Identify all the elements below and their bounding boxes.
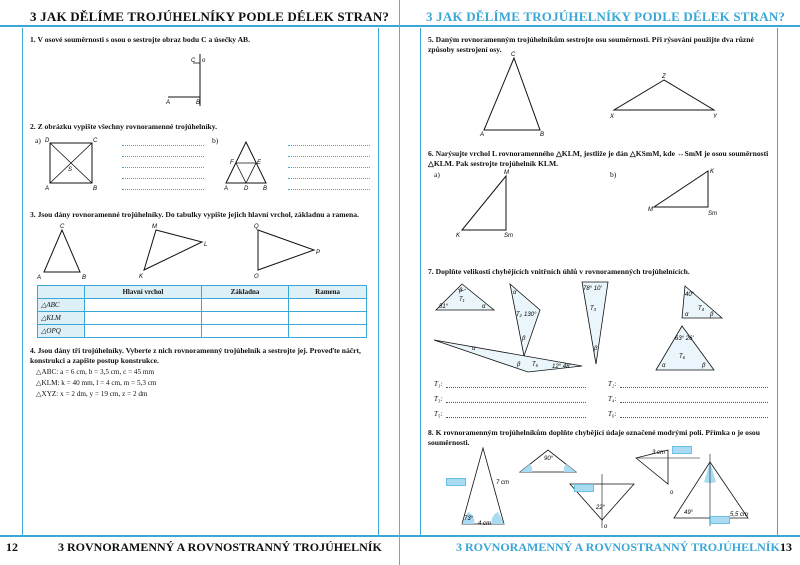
svg-text:B: B (82, 275, 87, 281)
svg-text:T₆: T₆ (679, 354, 686, 360)
answer-box[interactable] (574, 484, 594, 492)
svg-text:Y: Y (713, 114, 718, 120)
svg-text:73°: 73° (464, 516, 474, 522)
svg-text:M: M (648, 207, 653, 213)
svg-text:5,5 cm: 5,5 cm (730, 512, 749, 518)
task-6-text: 6. Narýsujte vrchol L rovnoramenného △KLM, jestliže je dán △KSmM, kde ↔SmM je osou souměrnosti △KLM. Pak sestrojte trojúhelník KLM. (428, 149, 769, 168)
task-6-b-label: b) (610, 170, 617, 179)
svg-text:Sm: Sm (708, 211, 717, 217)
chapter-title: 3 JAK DĚLÍME TROJÚHELNÍKY PODLE DÉLEK STRAN? (0, 3, 399, 27)
task-5-triangle-xyz (610, 72, 725, 122)
answer-box[interactable] (672, 446, 692, 454)
task-4-item: △KLM: k = 40 mm, l = 4 cm, m = 5,3 cm (36, 379, 157, 387)
t3-answer-label: T₃: (434, 395, 443, 403)
t1-answer-label: T₁: (434, 380, 443, 388)
svg-text:7 cm: 7 cm (496, 480, 510, 486)
svg-text:A: A (37, 275, 42, 281)
svg-text:Q: Q (254, 224, 259, 230)
task-1-figure (160, 50, 220, 110)
svg-text:T₂: T₂ (516, 312, 522, 318)
table-row: △OPQ (38, 325, 367, 338)
svg-text:T₄: T₄ (698, 306, 705, 312)
svg-text:P: P (316, 250, 321, 256)
svg-text:β: β (702, 363, 706, 369)
svg-text:Sm: Sm (504, 233, 513, 239)
svg-text:90°: 90° (544, 456, 554, 462)
task-5-triangle-abc (476, 52, 556, 137)
task-6-figure-b (648, 165, 728, 220)
svg-text:D: D (244, 186, 249, 192)
svg-text:α: α (513, 290, 517, 296)
svg-text:40°: 40° (685, 292, 695, 298)
task-3-triangle-klm (138, 222, 218, 282)
svg-text:3 cm: 3 cm (652, 450, 666, 456)
svg-text:Z: Z (662, 74, 666, 80)
svg-text:A: A (224, 186, 229, 192)
svg-text:C: C (511, 52, 516, 58)
svg-text:o: o (670, 490, 674, 496)
svg-text:β: β (594, 346, 598, 352)
chapter-title: 3 JAK DĚLÍME TROJÚHELNÍKY PODLE DÉLEK STRAN? (400, 3, 800, 27)
page-number: 12 (6, 540, 18, 554)
task-7-text: 7. Doplňte velikosti chybějících vnitřních úhlů v rovnoramenných trojúhelnících. (428, 267, 690, 276)
page-footer (400, 535, 800, 557)
point-c-label: C (191, 58, 196, 64)
svg-text:D: D (45, 138, 50, 144)
svg-text:4 cm: 4 cm (478, 521, 492, 527)
svg-text:A: A (480, 132, 485, 138)
table-header-vertex: Hlavní vrchol (85, 286, 202, 299)
svg-text:B: B (540, 132, 545, 138)
task-3-triangle-abc (36, 222, 96, 282)
svg-text:T₃: T₃ (590, 306, 597, 312)
svg-text:K: K (456, 233, 461, 239)
task-4-item: △ABC: a = 6 cm, b = 3,5 cm, c = 45 mm (36, 368, 155, 376)
task-6-a-label: a) (434, 170, 440, 179)
svg-text:49°: 49° (684, 510, 694, 516)
svg-text:T₁: T₁ (459, 297, 465, 303)
task-3-triangle-opq (252, 222, 332, 282)
svg-text:K: K (139, 274, 144, 280)
svg-text:C: C (93, 138, 98, 144)
task-2-b-label: b) (212, 136, 219, 145)
table-row: △KLM (38, 312, 367, 325)
svg-text:β: β (459, 288, 463, 294)
svg-text:L: L (204, 242, 208, 248)
svg-text:α: α (472, 346, 476, 352)
svg-text:S: S (68, 167, 73, 173)
table-header-base: Základna (201, 286, 288, 299)
task-4-text: 4. Jsou dány tři trojúhelníky. Vyberte z nich rovnoramenný trojúhelník a sestrojte jej. Proveďte náčrt, konstrukci a zapište postup konstrukce. (30, 346, 361, 365)
svg-text:C: C (60, 224, 65, 230)
page-number: 13 (780, 540, 792, 554)
answer-box[interactable] (710, 516, 730, 524)
task-6-figure-a (456, 170, 526, 240)
svg-text:α: α (685, 312, 689, 318)
right-page (400, 0, 800, 565)
svg-text:63° 26': 63° 26' (675, 336, 694, 342)
page-footer (0, 535, 399, 557)
svg-text:O: O (254, 274, 259, 280)
svg-text:130°: 130° (524, 312, 537, 318)
svg-text:α: α (482, 304, 486, 310)
svg-text:β: β (522, 336, 526, 342)
task-3-table (37, 285, 367, 338)
task-2-a-label: a) (35, 136, 41, 145)
svg-text:α: α (662, 363, 666, 369)
svg-text:X: X (610, 114, 615, 120)
task-2-figure-b (222, 138, 272, 190)
svg-text:β: β (517, 362, 521, 368)
task-5-text: 5. Daným rovnoramenným trojúhelníkům sestrojte osu souměrnosti. Při rýsování použijte dva různé způsoby sestrojení osy. (428, 35, 754, 54)
svg-text:22°: 22° (596, 505, 606, 511)
answer-box[interactable] (446, 478, 466, 486)
point-a-label: A (166, 100, 171, 106)
task-2-figure-a (45, 138, 100, 190)
task-8-text: 8. K rovnoramenným trojúhelníkům doplňte chybějící údaje označené modrými poli. Přímka o je osou souměrnosti. (428, 428, 760, 447)
svg-text:K: K (710, 169, 715, 175)
svg-text:12° 48': 12° 48' (552, 364, 571, 370)
task-1-text: 1. V osové souměrnosti s osou o sestrojte obraz bodu C a úsečky AB. (30, 35, 251, 44)
task-2-text: 2. Z obrázku vypište všechny rovnoramenné trojúhelníky. (30, 122, 218, 131)
t2-answer-label: T₂: (608, 380, 617, 388)
footer-title: 3 ROVNORAMENNÝ A ROVNOSTRANNÝ TROJÚHELNÍK (456, 540, 780, 554)
t6-answer-label: T₆: (608, 410, 617, 418)
table-header-empty (38, 286, 85, 299)
svg-text:M: M (152, 224, 157, 230)
axis-o-label: o (202, 58, 206, 64)
svg-text:78° 10': 78° 10' (583, 286, 602, 292)
task-4-item: △XYZ: x = 2 dm, y = 19 cm, z = 2 dm (36, 390, 148, 398)
t4-answer-label: T₄: (608, 395, 617, 403)
footer-title: 3 ROVNORAMENNÝ A ROVNOSTRANNÝ TROJÚHELNÍK (58, 540, 382, 554)
table-row: △ABC (38, 299, 367, 312)
point-b-label: B (196, 100, 201, 106)
t5-answer-label: T₅: (434, 410, 443, 418)
svg-text:β: β (710, 312, 714, 318)
svg-text:T₅: T₅ (532, 362, 539, 368)
table-header-legs: Ramena (289, 286, 367, 299)
svg-text:51°: 51° (439, 304, 449, 310)
svg-text:M: M (504, 170, 509, 176)
task-3-text: 3. Jsou dány rovnoramenné trojúhelníky. Do tabulky vypište jejich hlavní vrchol, základnu a ramena. (30, 210, 359, 219)
svg-text:B: B (93, 186, 98, 192)
task-7-figures (432, 280, 782, 380)
svg-text:B: B (263, 186, 268, 192)
svg-text:o: o (604, 524, 608, 530)
svg-text:A: A (45, 186, 50, 192)
svg-text:F: F (230, 160, 234, 166)
svg-text:E: E (257, 160, 262, 166)
